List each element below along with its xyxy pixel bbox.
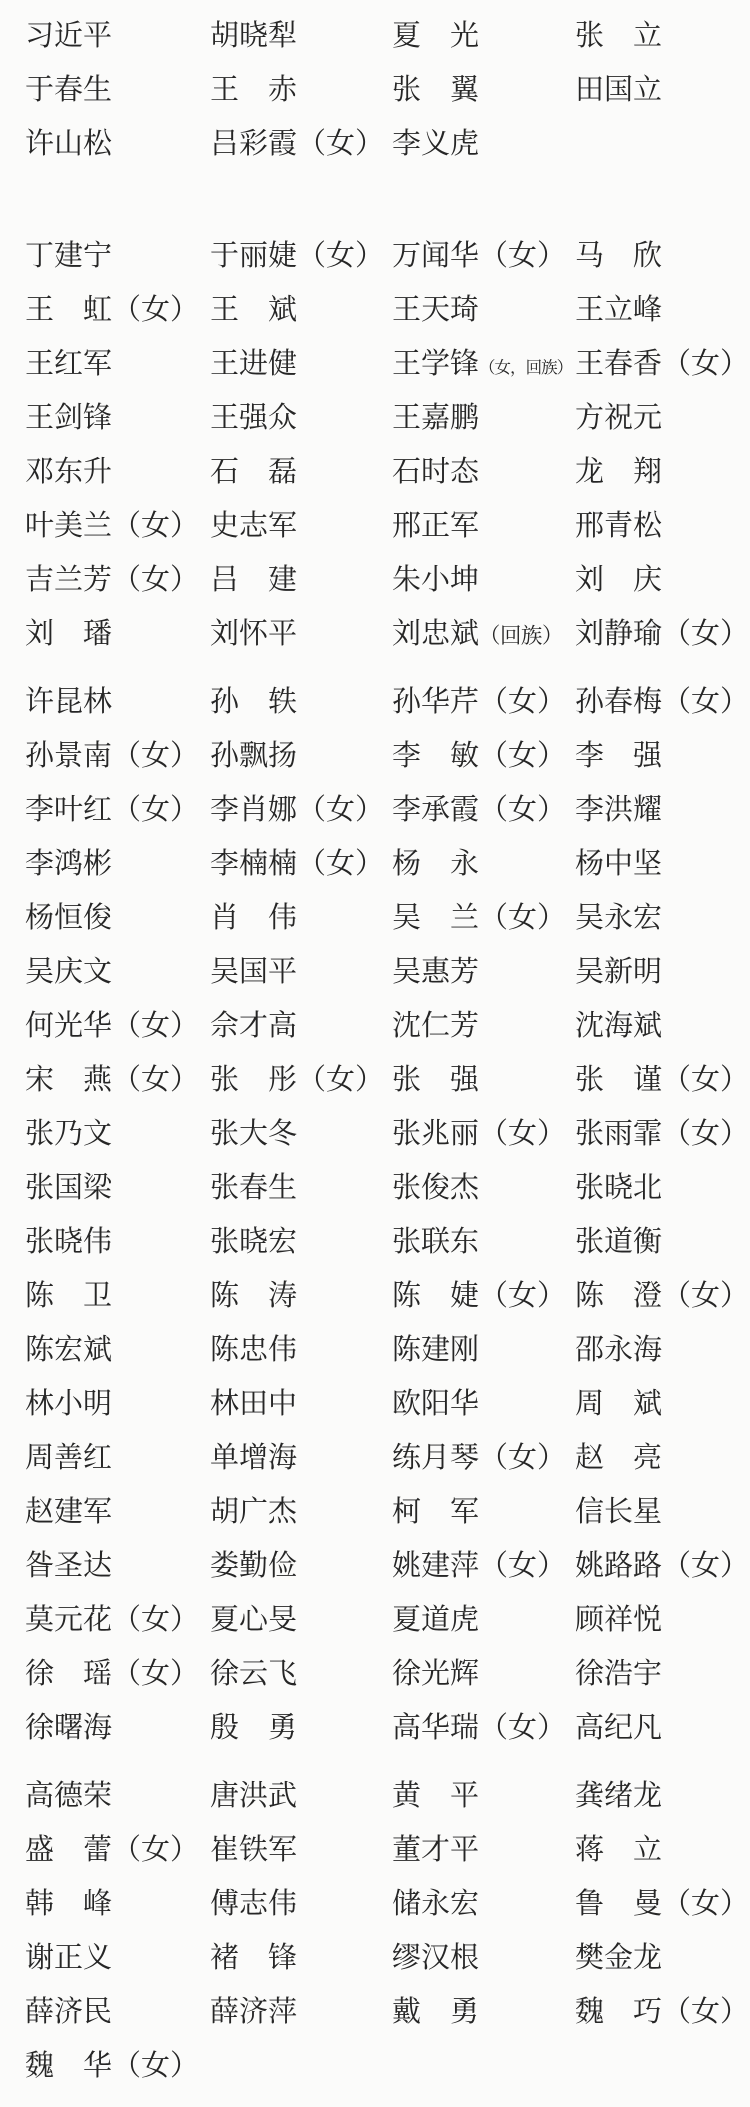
name-row (25, 1593, 750, 1647)
person-name: 张道衡 (575, 1225, 663, 1258)
person-name: 顾祥悦 (575, 1603, 663, 1636)
person-name: 姚建萍（女） (392, 1549, 567, 1582)
person-name: 李承霞（女） (392, 793, 567, 826)
person-name: 吴新明 (575, 955, 663, 988)
person-name: 李叶红（女） (25, 793, 200, 826)
name-row (25, 445, 750, 499)
person-name: 李 敏（女） (392, 739, 567, 772)
person-name: 林田中 (210, 1387, 298, 1420)
person-name: 何光华（女） (25, 1009, 200, 1042)
person-name: 张俊杰 (392, 1171, 480, 1204)
name-row (25, 1215, 750, 1269)
person-name: 张大冬 (210, 1117, 298, 1150)
person-name: 周 斌 (575, 1387, 663, 1420)
person-name (392, 347, 575, 380)
person-name: 薛济萍 (210, 1995, 298, 2028)
person-name: 练月琴（女） (392, 1441, 567, 1474)
person-name: 吴 兰（女） (392, 901, 567, 934)
name-row (25, 117, 750, 171)
person-name: 陈 涛 (210, 1279, 298, 1312)
name-row (25, 499, 750, 553)
name-row (25, 1431, 750, 1485)
name-row (25, 1701, 750, 1755)
person-name: 邢正军 (392, 509, 480, 542)
person-name: 宋 燕（女） (25, 1063, 200, 1096)
person-name: 王 赤 (210, 73, 298, 106)
person-name: 孙华芹（女） (392, 685, 567, 718)
person-name: 陈 澄（女） (575, 1279, 750, 1312)
person-name: 王进健 (210, 347, 298, 380)
person-name: 韩 峰 (25, 1887, 113, 1920)
person-name: 张国梁 (25, 1171, 113, 1204)
person-name: 李 强 (575, 739, 663, 772)
person-name: 赵建军 (25, 1495, 113, 1528)
person-name: 刘静瑜（女） (575, 617, 750, 650)
person-name: 胡广杰 (210, 1495, 298, 1528)
name-row (25, 1931, 750, 1985)
name-list (25, 9, 750, 2093)
person-name: 史志军 (210, 509, 298, 542)
person-name: 周善红 (25, 1441, 113, 1474)
person-name: 石 磊 (210, 455, 298, 488)
person-name: 于春生 (25, 73, 113, 106)
name-row (25, 729, 750, 783)
name-section-4 (25, 1769, 750, 2093)
person-name: 沈海斌 (575, 1009, 663, 1042)
person-name: 李义虎 (392, 127, 480, 160)
person-name: 姚路路（女） (575, 1549, 750, 1582)
person-name: 马 欣 (575, 239, 663, 272)
person-name: 徐曙海 (25, 1711, 113, 1744)
gender-ethnicity-note: （女，回族） (479, 357, 573, 377)
name-row (25, 1539, 750, 1593)
person-name: 夏心旻 (210, 1603, 298, 1636)
name-row (25, 1269, 750, 1323)
person-name: 张雨霏（女） (575, 1117, 750, 1150)
person-name: 刘 璠 (25, 617, 113, 650)
person-name: 邓东升 (25, 455, 113, 488)
person-name: 董才平 (392, 1833, 480, 1866)
person-name: 樊金龙 (575, 1941, 663, 1974)
person-name: 肖 伟 (210, 901, 298, 934)
person-name: 夏道虎 (392, 1603, 480, 1636)
person-name: 戴 勇 (392, 1995, 480, 2028)
person-name: 李洪耀 (575, 793, 663, 826)
person-name: 徐光辉 (392, 1657, 480, 1690)
person-name: 李楠楠（女） (210, 847, 385, 880)
name-row (25, 675, 750, 729)
person-name: 魏 华（女） (25, 2049, 200, 2082)
person-name: 王红军 (25, 347, 113, 380)
person-name: 单增海 (210, 1441, 298, 1474)
name-row (25, 9, 750, 63)
person-name: 刘 庆 (575, 563, 663, 596)
person-name: 高华瑞（女） (392, 1711, 567, 1744)
person-name: 高德荣 (25, 1779, 113, 1812)
name-row (25, 1485, 750, 1539)
name-row (25, 337, 750, 391)
person-name: 田国立 (575, 73, 663, 106)
name-row (25, 1161, 750, 1215)
person-name: 夏 光 (392, 19, 480, 52)
person-name: 邵永海 (575, 1333, 663, 1366)
person-name: 王立峰 (575, 293, 663, 326)
person-name: 王 虹（女） (25, 293, 200, 326)
person-name: 孙景南（女） (25, 739, 200, 772)
person-name: 柯 军 (392, 1495, 480, 1528)
person-name: 吕彩霞（女） (210, 127, 385, 160)
person-name: 吴惠芳 (392, 955, 480, 988)
person-name: 李鸿彬 (25, 847, 113, 880)
person-name: 欧阳华 (392, 1387, 480, 1420)
person-name: 张 谨（女） (575, 1063, 750, 1096)
person-name: 徐浩宇 (575, 1657, 663, 1690)
person-name: 于丽婕（女） (210, 239, 385, 272)
person-name: 吕 建 (210, 563, 298, 596)
person-name: 陈 婕（女） (392, 1279, 567, 1312)
person-name: 黄 平 (392, 1779, 480, 1812)
name-row (25, 391, 750, 445)
name-row (25, 945, 750, 999)
person-name: 吉兰芳（女） (25, 563, 200, 596)
name-row (25, 63, 750, 117)
name-row (25, 999, 750, 1053)
name-row (25, 1823, 750, 1877)
name-row (25, 891, 750, 945)
person-name: 张兆丽（女） (392, 1117, 567, 1150)
person-name: 张 立 (575, 19, 663, 52)
person-name: 方祝元 (575, 401, 663, 434)
person-name: 谢正义 (25, 1941, 113, 1974)
person-name: 唐洪武 (210, 1779, 298, 1812)
person-name: 殷 勇 (210, 1711, 298, 1744)
person-name-text: 刘忠斌 (392, 617, 480, 650)
person-name: 杨中坚 (575, 847, 663, 880)
person-name: 崔铁军 (210, 1833, 298, 1866)
person-name: 信长星 (575, 1495, 663, 1528)
person-name: 王春香（女） (575, 347, 750, 380)
person-name: 石时态 (392, 455, 480, 488)
person-name: 胡晓犁 (210, 19, 298, 52)
person-name: 昝圣达 (25, 1549, 113, 1582)
person-name: 许昆林 (25, 685, 113, 718)
person-name: 杨 永 (392, 847, 480, 880)
person-name: 叶美兰（女） (25, 509, 200, 542)
person-name: 王 斌 (210, 293, 298, 326)
name-row (25, 1377, 750, 1431)
name-row (25, 1323, 750, 1377)
person-name: 徐 瑶（女） (25, 1657, 200, 1690)
person-name: 万闻华（女） (392, 239, 567, 272)
person-name: 蒋 立 (575, 1833, 663, 1866)
person-name: 张 彤（女） (210, 1063, 385, 1096)
person-name: 张春生 (210, 1171, 298, 1204)
name-row (25, 553, 750, 607)
person-name: 陈忠伟 (210, 1333, 298, 1366)
person-name: 龙 翔 (575, 455, 663, 488)
person-name: 张 强 (392, 1063, 480, 1096)
person-name: 吴永宏 (575, 901, 663, 934)
person-name: 龚绪龙 (575, 1779, 663, 1812)
person-name: 邢青松 (575, 509, 663, 542)
person-name: 张联东 (392, 1225, 480, 1258)
person-name: 沈仁芳 (392, 1009, 480, 1042)
name-row (25, 1053, 750, 1107)
person-name: 吴庆文 (25, 955, 113, 988)
person-name: 孙 轶 (210, 685, 298, 718)
name-section-2 (25, 229, 750, 661)
name-row (25, 783, 750, 837)
person-name: 王天琦 (392, 293, 480, 326)
name-row (25, 229, 750, 283)
name-row (25, 1107, 750, 1161)
person-name: 薛济民 (25, 1995, 113, 2028)
person-name: 王强众 (210, 401, 298, 434)
person-name: 莫元花（女） (25, 1603, 200, 1636)
person-name: 杨恒俊 (25, 901, 113, 934)
person-name: 褚 锋 (210, 1941, 298, 1974)
name-section-3 (25, 675, 750, 1755)
person-name: 丁建宁 (25, 239, 113, 272)
person-name: 高纪凡 (575, 1711, 663, 1744)
name-row (25, 1877, 750, 1931)
person-name: 储永宏 (392, 1887, 480, 1920)
person-name-text: 王学锋 (392, 347, 480, 380)
person-name: 许山松 (25, 127, 113, 160)
person-name: 张乃文 (25, 1117, 113, 1150)
person-name: 张晓宏 (210, 1225, 298, 1258)
name-row (25, 837, 750, 891)
person-name: 吴国平 (210, 955, 298, 988)
person-name: 孙春梅（女） (575, 685, 750, 718)
person-name: 佘才高 (210, 1009, 298, 1042)
name-section-1 (25, 9, 750, 171)
person-name: 盛 蕾（女） (25, 1833, 200, 1866)
person-name: 刘怀平 (210, 617, 298, 650)
person-name (392, 617, 575, 650)
name-row (25, 2039, 750, 2093)
name-row (25, 283, 750, 337)
person-name: 李肖娜（女） (210, 793, 385, 826)
person-name: 林小明 (25, 1387, 113, 1420)
person-name: 王剑锋 (25, 401, 113, 434)
person-name: 张晓北 (575, 1171, 663, 1204)
person-name: 鲁 曼（女） (575, 1887, 750, 1920)
person-name: 王嘉鹏 (392, 401, 480, 434)
person-name: 傅志伟 (210, 1887, 298, 1920)
person-name: 习近平 (25, 19, 113, 52)
person-name: 陈 卫 (25, 1279, 113, 1312)
name-row (25, 1647, 750, 1701)
name-row (25, 1985, 750, 2039)
person-name: 张 翼 (392, 73, 480, 106)
person-name: 陈宏斌 (25, 1333, 113, 1366)
person-name: 徐云飞 (210, 1657, 298, 1690)
name-row (25, 607, 750, 661)
person-name: 魏 巧（女） (575, 1995, 750, 2028)
person-name: 陈建刚 (392, 1333, 480, 1366)
person-name: 张晓伟 (25, 1225, 113, 1258)
person-name: 朱小坤 (392, 563, 480, 596)
person-name: 孙飘扬 (210, 739, 298, 772)
name-row (25, 1769, 750, 1823)
person-name: 缪汉根 (392, 1941, 480, 1974)
person-name: 娄勤俭 (210, 1549, 298, 1582)
person-name: 赵 亮 (575, 1441, 663, 1474)
gender-ethnicity-note: （回族） (479, 623, 563, 648)
